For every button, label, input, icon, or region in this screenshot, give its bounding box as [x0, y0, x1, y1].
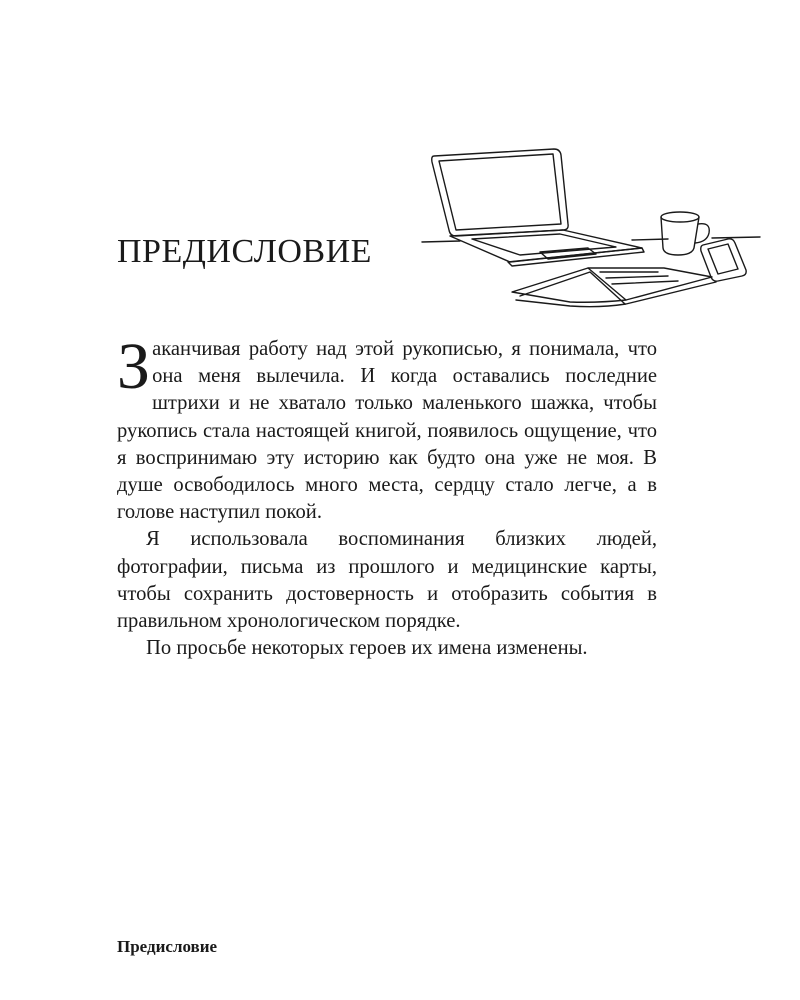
laptop-icon: [432, 149, 644, 266]
phone-icon: [701, 239, 746, 281]
laptop-cup-book-illustration: [420, 140, 765, 315]
body-text: [117, 330, 657, 662]
notebook-icon: [512, 268, 716, 307]
paragraph-1-text: аканчивая работу над этой рукописью, я понимала, что она меня вылечила. И когда оставались последние штрихи и не хватало только маленького шажка, чтобы рукопись стала настоящей книгой, появилось ощущение, что я воспринимаю эту историю как будто она уже не моя. В душе освободилось много места, сердцу стало легче, а в голове наступил покой.: [117, 338, 657, 524]
paragraph-1: [117, 330, 657, 526]
running-footer: Предисловие: [117, 937, 218, 956]
chapter-title: ПРЕДИСЛОВИЕ: [117, 233, 372, 270]
drop-cap: З: [117, 330, 151, 403]
paragraph-2: Я использовала воспоминания близких людей, фотографии, письма из прошлого и медицинские карты, чтобы сохранить достоверность и отобразить события в правильном хронологическом порядке.: [117, 528, 657, 633]
coffee-cup-icon: [661, 212, 709, 255]
paragraph-3: По просьбе некоторых героев их имена изменены.: [146, 637, 588, 660]
